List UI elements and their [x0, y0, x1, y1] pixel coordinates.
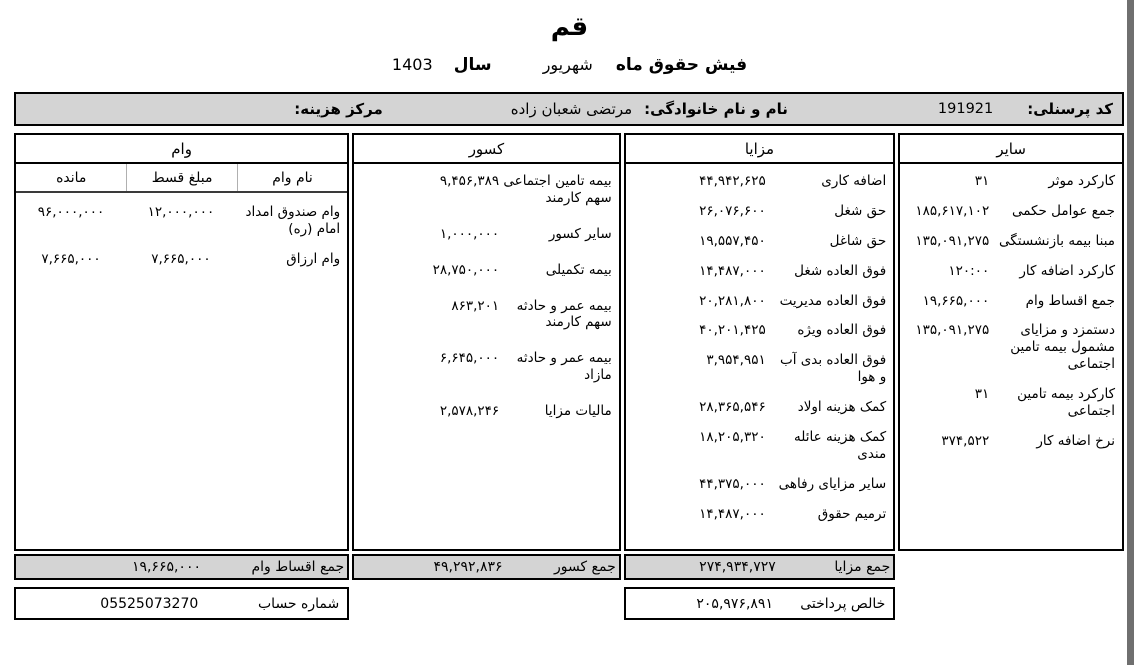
deduction-row: بیمه تامین اجتماعی سهم کارمند ۹,۴۵۶,۳۸۹ [439, 173, 612, 206]
account-number-label: شماره حساب [258, 595, 340, 612]
other-row: نرخ اضافه کار ۳۷۴,۵۲۲ [941, 432, 1115, 449]
loan-total-box [14, 554, 349, 580]
month-value: شهریور [542, 55, 593, 74]
deductions-column [352, 133, 621, 551]
account-number-value: 05525073270 [100, 595, 199, 612]
bottom-spacer [898, 587, 1124, 620]
loan-total-label: جمع اقساط وام [251, 559, 345, 575]
net-pay-label: خالص پرداختی [800, 595, 886, 612]
other-column-title: سایر [900, 135, 1122, 164]
benefits-column [624, 133, 896, 551]
deductions-total-box [352, 554, 621, 580]
payslip-subtitle [0, 55, 1139, 75]
payslip-columns [14, 133, 1124, 551]
bottom-spacer [352, 587, 620, 620]
benefit-row: حق شاغل ۱۹,۵۵۷,۴۵۰ [699, 232, 887, 249]
benefits-column-title: مزایا [626, 135, 894, 164]
city-title: قم [550, 12, 589, 42]
year-label: سال [453, 55, 492, 75]
net-pay-box [624, 587, 896, 620]
personnel-code-value: 191921 [937, 101, 994, 117]
benefit-row: سایر مزایای رفاهی ۴۴,۳۷۵,۰۰۰ [699, 475, 887, 492]
benefit-row: حق شغل ۲۶,۰۷۶,۶۰۰ [699, 202, 887, 219]
benefit-row: ترمیم حقوق ۱۴,۴۸۷,۰۰۰ [699, 505, 887, 522]
employee-header-bar [14, 92, 1124, 126]
loan-subheader [16, 164, 347, 193]
account-number-box [14, 587, 349, 620]
loan-installment-header: مبلغ قسط [126, 164, 236, 191]
benefit-row: کمک هزینه عائله مندی ۱۸,۲۰۵,۳۲۰ [699, 428, 887, 462]
deductions-total-value: ۴۹,۲۹۲,۸۳۶ [433, 559, 503, 575]
benefits-total-box [624, 554, 896, 580]
benefit-row: فوق العاده بدی آب و هوا ۳,۹۵۴,۹۵۱ [706, 352, 887, 386]
benefits-total-value: ۲۷۴,۹۳۴,۷۲۷ [699, 559, 776, 575]
net-pay-row [14, 587, 1124, 620]
other-row: کارکرد موثر ۳۱ [974, 173, 1115, 189]
benefits-column-body [626, 164, 894, 522]
deduction-row: مالیات مزایا ۲,۵۷۸,۲۴۶ [439, 403, 612, 419]
totals-row [14, 554, 1124, 580]
other-row: کارکرد بیمه تامین اجتماعی ۳۱ [974, 386, 1115, 419]
loan-row: وام ارزاق ۷,۶۶۵,۰۰۰ ۷,۶۶۵,۰۰۰ [41, 250, 341, 267]
deduction-row: بیمه عمر و حادثه سهم کارمند ۸۶۳,۲۰۱ [451, 297, 612, 331]
benefit-row: کمک هزینه اولاد ۲۸,۳۶۵,۵۴۶ [699, 399, 887, 415]
loan-column-body [16, 193, 347, 268]
full-name-value: مرتضی شعبان زاده [510, 100, 633, 118]
cost-center-label: مرکز هزینه: [294, 100, 383, 118]
deductions-column-body [354, 164, 619, 420]
loan-column-title: وام [16, 135, 347, 164]
benefits-total-label: جمع مزایا [834, 559, 891, 575]
loan-row: وام صندوق امداد امام (ره) ۱۲,۰۰۰,۰۰۰ ۹۶,۰۰۰,۰۰۰ [37, 204, 341, 237]
payslip-label: فیش حقوق ماه [615, 55, 748, 75]
loan-balance-header: مانده [56, 169, 87, 186]
full-name-label: نام و نام خانوادگی: [644, 100, 788, 118]
loan-column [14, 133, 349, 551]
benefit-row: اضافه کاری ۴۴,۹۴۲,۶۲۵ [699, 173, 887, 189]
other-column [898, 133, 1124, 551]
window-edge-strip [1127, 0, 1134, 665]
deduction-row: بیمه تکمیلی ۲۸,۷۵۰,۰۰۰ [432, 261, 612, 278]
personnel-code-label: کد پرسنلی: [1027, 100, 1113, 118]
benefit-row: فوق العاده ویژه ۴۰,۲۰۱,۴۲۵ [699, 322, 887, 339]
deduction-row: بیمه عمر و حادثه مازاد ۶,۶۴۵,۰۰۰ [439, 350, 612, 384]
year-value: 1403 [391, 55, 433, 74]
other-row: جمع اقساط وام ۱۹,۶۶۵,۰۰۰ [922, 292, 1115, 309]
other-row: دستمزد و مزایای مشمول بیمه تامین اجتماعی ۱۳۵,۰۹۱,۲۷۵ [915, 322, 1115, 373]
deductions-column-title: کسور [354, 135, 619, 164]
net-pay-value: ۲۰۵,۹۷۶,۸۹۱ [696, 595, 773, 612]
other-row: جمع عوامل حکمی ۱۸۵,۶۱۷,۱۰۲ [915, 202, 1115, 219]
deduction-row: سایر کسور ۱,۰۰۰,۰۰۰ [439, 225, 612, 242]
other-row: کارکرد اضافه کار ۱۲۰:۰۰ [948, 262, 1115, 279]
other-row: مبنا بیمه بازنشستگی ۱۳۵,۰۹۱,۲۷۵ [915, 232, 1115, 249]
benefit-row: فوق العاده مدیریت ۲۰,۲۸۱,۸۰۰ [699, 292, 887, 309]
loan-total-value: ۱۹,۶۶۵,۰۰۰ [131, 559, 201, 575]
totals-spacer [898, 554, 1124, 580]
benefit-row: فوق العاده شغل ۱۴,۴۸۷,۰۰۰ [699, 262, 887, 279]
deductions-total-label: جمع کسور [553, 559, 616, 575]
other-column-body [900, 164, 1122, 450]
loan-name-header: نام وام [237, 164, 347, 191]
